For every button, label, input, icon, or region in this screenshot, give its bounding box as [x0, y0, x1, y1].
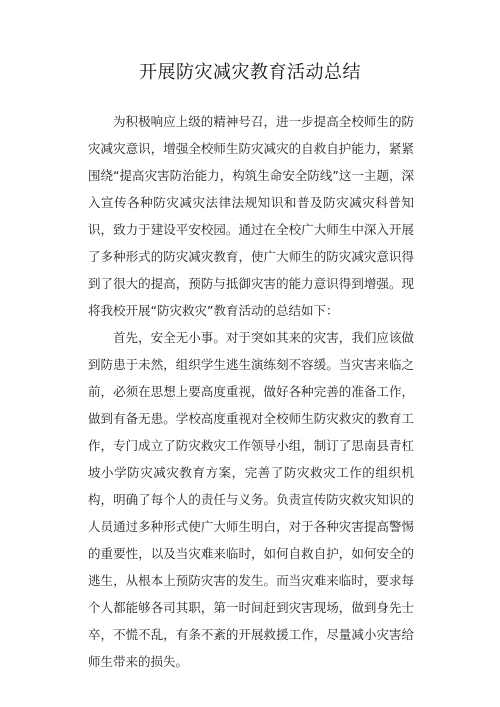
document-title: 开展防灾减灾教育活动总结 [139, 62, 361, 83]
paragraph-intro: 为积极响应上级的精神号召，进一步提高全校师生的防灾减灾意识，增强全校师生防灾减灾的自救自护能力，紧紧围绕“提高灾害防治能力，构筑生命安全防线”这一主题，深入宣传各种防灾减灾法律法规知识和普及防灾减灾科普知识，致力于建设平安校园。通过在全校广大师生中深入开展了多种形式的防灾减灾教育，使广大师生的防灾减灾意识得到了很大的提高，预防与抵御灾害的能力意识得到增强。现将我校开展“防灾救灾”教育活动的总结如下： [88, 114, 414, 318]
paragraph-first-point: 首先，安全无小事。对于突如其来的灾害，我们应该做到防患于未然，组织学生逃生演练刻不容缓。当灾害来临之前，必须在思想上要高度重视，做好各种完善的准备工作，做到有备无患。学校高度重视对全校师生防灾救灾的教育工作，专门成立了防灾救灾工作领导小组，制订了思南县青杠坡小学防灾减灾教育方案，完善了防灾救灾工作的组织机构，明确了每个人的责任与义务。负责宣传防灾救灾知识的人员通过多种形式使广大师生明白，对于各种灾害提高警惕的重要性，以及当灾难来临时，如何自救自护，如何安全的逃生，从根本上预防灾害的发生。而当灾难来临时，要求每个人都能够各司其职，第一时间赶到灾害现场，做到身先士卒，不慌不乱，有条不紊的开展救援工作，尽量减小灾害给师生带来的损失。 [88, 330, 414, 669]
